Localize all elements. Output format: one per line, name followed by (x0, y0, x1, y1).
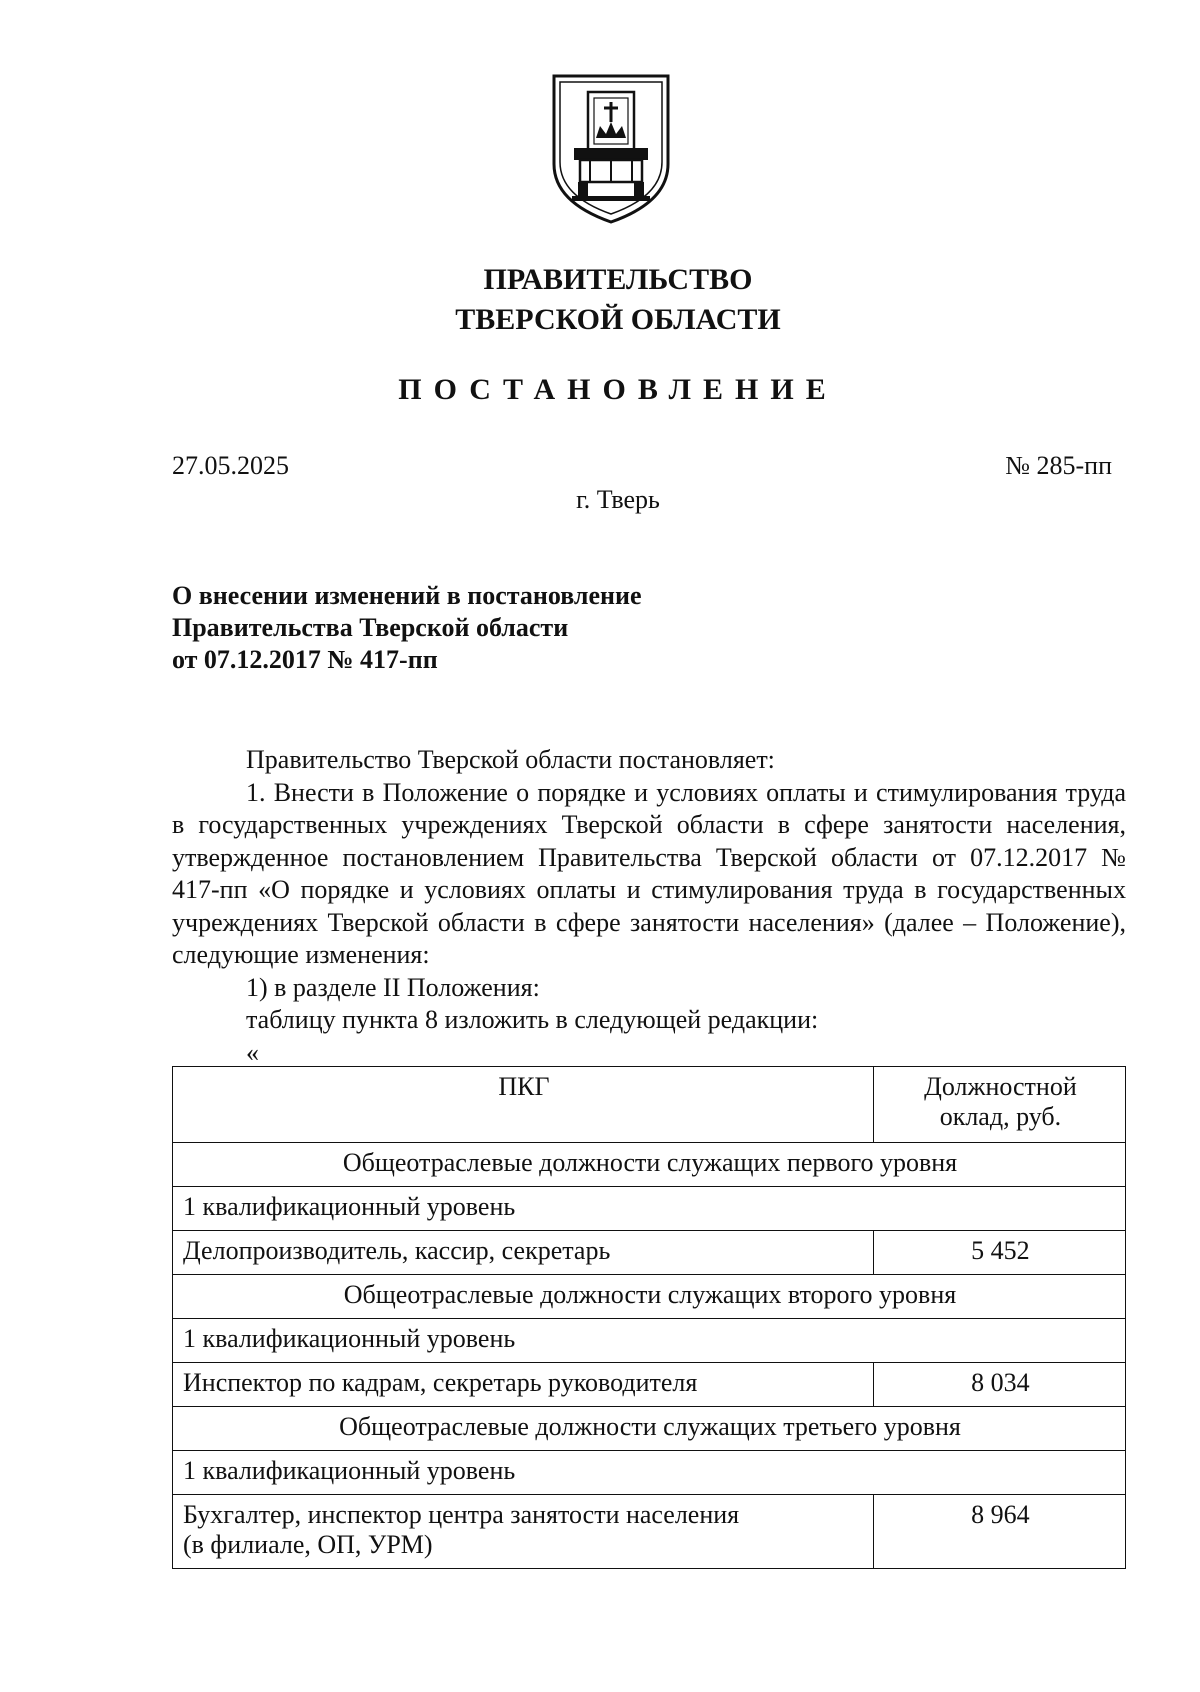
table-row (173, 1319, 1126, 1363)
table-row (173, 1143, 1126, 1187)
table-header-row (173, 1067, 1126, 1143)
header-pkg: ПКГ (173, 1067, 874, 1143)
table-row (173, 1451, 1126, 1495)
government-title-line2: ТВЕРСКОЙ ОБЛАСТИ (455, 303, 781, 336)
group-title: Общеотраслевые должности служащих первого уровня (173, 1143, 1126, 1187)
qualification-level: 1 квалификационный уровень (173, 1319, 1126, 1363)
table-row (173, 1495, 1126, 1569)
decree-date: 27.05.2025 (172, 451, 289, 480)
header-salary-line1: Должностной (924, 1072, 1077, 1101)
decree-body (172, 744, 1126, 1069)
salary-table-wrap (172, 1066, 1126, 1569)
table-row (173, 1231, 1126, 1275)
position-line1: Бухгалтер, инспектор центра занятости населения (183, 1500, 740, 1529)
decree-title: ПОСТАНОВЛЕНИЕ (398, 373, 838, 406)
salary-cell: 8 034 (873, 1363, 1125, 1407)
decree-subject (172, 580, 642, 676)
body-subitem1: 1) в разделе II Положения: (246, 972, 540, 1002)
tver-coat-of-arms-icon (550, 72, 672, 224)
subject-line1: О внесении изменений в постановление (172, 581, 642, 610)
government-title-line1: ПРАВИТЕЛЬСТВО (483, 263, 753, 296)
group-title: Общеотраслевые должности служащих третьего уровня (173, 1407, 1126, 1451)
salary-cell: 5 452 (873, 1231, 1125, 1275)
qualification-level: 1 квалификационный уровень (173, 1451, 1126, 1495)
decree-number: № 285-пп (1005, 451, 1112, 480)
subject-line3: от 07.12.2017 № 417-пп (172, 645, 438, 674)
table-row (173, 1187, 1126, 1231)
table-row (173, 1275, 1126, 1319)
body-table-intro: таблицу пункта 8 изложить в следующей редакции: (246, 1005, 819, 1034)
table-row (173, 1363, 1126, 1407)
position-cell (173, 1495, 874, 1569)
position-cell: Инспектор по кадрам, секретарь руководителя (173, 1363, 874, 1407)
body-quote-open: « (246, 1037, 259, 1067)
group-title: Общеотраслевые должности служащих второго уровня (173, 1275, 1126, 1319)
position-cell: Делопроизводитель, кассир, секретарь (173, 1231, 874, 1275)
body-item1: 1. Внести в Положение о порядке и условиях оплаты и стимулирования труда в государственных учреждениях Тверской области в сфере занятости населения, утвержденное постановлением Правительства Тверской области от 07.12.2017 № 417-пп «О порядке и условиях оплаты и стимулирования труда в государственных учреждениях Тверской области в сфере занятости населения» (далее – Положение), следующие изменения: (172, 777, 1126, 969)
header-salary-line2: оклад, руб. (939, 1102, 1062, 1131)
table-row (173, 1407, 1126, 1451)
salary-cell: 8 964 (873, 1495, 1125, 1569)
decree-city: г. Тверь (576, 485, 660, 514)
header-salary (873, 1067, 1125, 1143)
body-intro: Правительство Тверской области постановляет: (246, 745, 775, 774)
subject-line2: Правительства Тверской области (172, 613, 569, 642)
salary-table (172, 1066, 1126, 1569)
qualification-level: 1 квалификационный уровень (173, 1187, 1126, 1231)
government-title (0, 260, 1200, 340)
position-line2: (в филиале, ОП, УРМ) (183, 1530, 433, 1559)
